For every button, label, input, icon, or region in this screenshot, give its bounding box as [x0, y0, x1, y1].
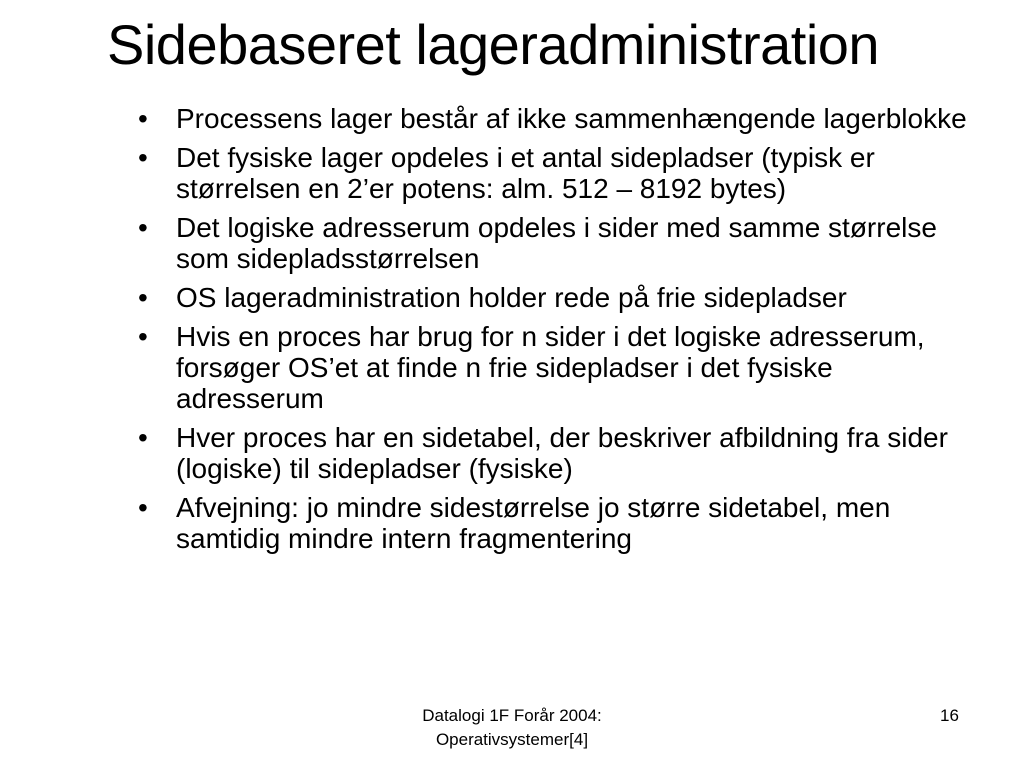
bullet-item	[136, 103, 986, 134]
bullet-text: Afvejning: jo mindre sidestørrelse jo større sidetabel, men samtidig mindre intern fragmentering	[176, 492, 891, 554]
bullet-item	[136, 282, 986, 313]
bullet-dot-icon: •	[138, 422, 148, 453]
bullet-text: Processens lager består af ikke sammenhængende lagerblokke	[176, 103, 967, 134]
slide-footer	[352, 704, 672, 752]
bullet-dot-icon: •	[138, 492, 148, 523]
footer-course: Datalogi 1F Forår 2004:	[422, 706, 602, 725]
bullet-item	[136, 321, 986, 414]
bullet-text: Det logiske adresserum opdeles i sider med samme størrelse som sidepladsstørrelsen	[176, 212, 937, 274]
bullet-dot-icon: •	[138, 103, 148, 134]
slide-title: Sidebaseret lageradministration	[107, 13, 880, 76]
footer-topic: Operativsystemer[4]	[435, 730, 589, 749]
bullet-dot-icon: •	[138, 142, 148, 173]
bullet-item	[136, 212, 986, 274]
bullet-dot-icon: •	[138, 321, 148, 352]
page-number: 16	[940, 706, 959, 725]
bullet-item	[136, 422, 986, 484]
bullet-text: Hver proces har en sidetabel, der beskriver afbildning fra sider (logiske) til sidepladser (fysiske)	[176, 422, 948, 484]
bullet-item	[136, 142, 986, 204]
bullet-dot-icon: •	[138, 212, 148, 243]
bullet-text: OS lageradministration holder rede på frie sidepladser	[176, 282, 847, 313]
bullet-item	[136, 492, 986, 554]
bullet-list	[136, 103, 986, 562]
bullet-text: Hvis en proces har brug for n sider i det logiske adresserum, forsøger OS’et at finde n frie sidepladser i det fysiske adresserum	[176, 321, 925, 414]
bullet-text: Det fysiske lager opdeles i et antal sidepladser (typisk er størrelsen en 2’er potens: alm. 512 – 8192 bytes)	[176, 142, 875, 204]
bullet-dot-icon: •	[138, 282, 148, 313]
